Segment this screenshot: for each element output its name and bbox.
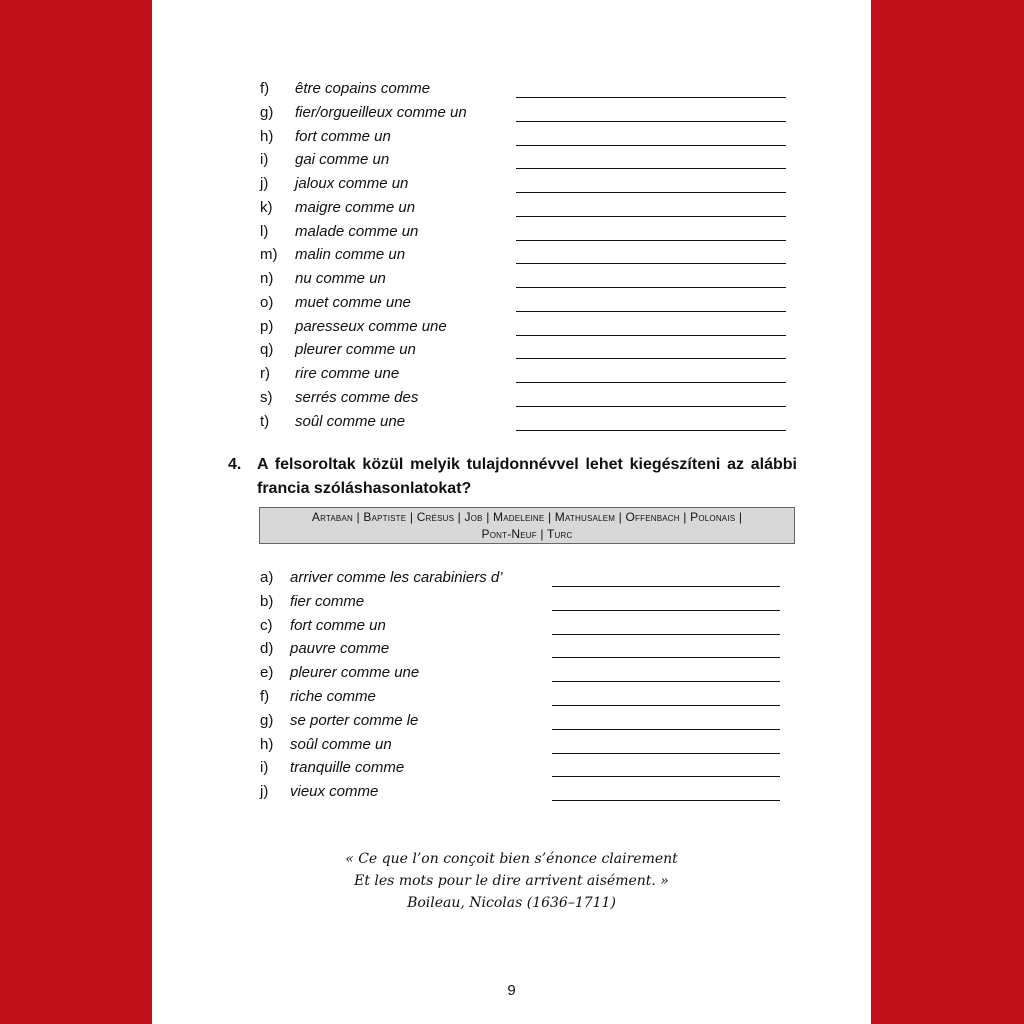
item-phrase: être copains comme [295, 80, 431, 97]
list-item [152, 709, 871, 733]
answer-blank[interactable] [516, 382, 786, 383]
item-phrase: jaloux comme un [295, 175, 409, 192]
document-page [152, 0, 871, 1024]
list-item [152, 77, 871, 101]
item-phrase: serrés comme des [295, 388, 419, 406]
item-letter: h) [260, 127, 274, 145]
answer-blank[interactable] [516, 145, 786, 146]
list-item [152, 566, 871, 590]
item-phrase: soûl comme une [295, 412, 406, 430]
item-phrase: vieux comme [290, 783, 379, 801]
item-phrase: maigre comme un [295, 198, 416, 216]
item-letter: j) [260, 175, 269, 192]
item-phrase: pleurer comme un [295, 341, 416, 359]
list-item [152, 780, 871, 804]
answer-blank[interactable] [552, 800, 780, 801]
item-letter: m) [260, 246, 278, 264]
item-phrase: se porter comme le [290, 711, 419, 729]
answer-blank[interactable] [516, 192, 786, 193]
word-bank-line-2: Pont-Neuf | Turc [481, 527, 573, 541]
list-item [152, 291, 871, 315]
list-item [152, 362, 871, 386]
answer-blank[interactable] [516, 406, 786, 407]
answer-blank[interactable] [552, 776, 780, 777]
item-phrase: fier comme [290, 592, 365, 610]
page-number: 9 [507, 982, 516, 999]
item-letter: n) [260, 270, 274, 287]
item-phrase: nu comme un [295, 270, 386, 287]
list-item [152, 614, 871, 638]
list-item [152, 196, 871, 220]
item-letter: b) [260, 592, 274, 610]
list-item [152, 315, 871, 339]
exercise-instruction: A felsoroltak közül melyik tulajdonnévvel lehet kiegészíteni az alábbi francia szóláshasonlatokat? [257, 456, 797, 497]
answer-blank[interactable] [552, 705, 780, 706]
item-phrase: rire comme une [295, 365, 400, 382]
answer-blank[interactable] [516, 168, 786, 169]
answer-blank[interactable] [516, 358, 786, 359]
item-phrase: fort comme un [290, 616, 386, 634]
item-letter: i) [260, 759, 269, 777]
list-item [152, 590, 871, 614]
answer-blank[interactable] [552, 681, 780, 682]
item-letter: p) [260, 317, 274, 335]
item-phrase: muet comme une [295, 293, 411, 311]
answer-blank[interactable] [516, 263, 786, 264]
word-bank-line-1: Artaban | Baptiste | Crésus | Job | Madeleine | Mathusalem | Offenbach | Polonais | [311, 510, 743, 524]
item-letter: d) [260, 640, 274, 658]
item-letter: q) [260, 341, 274, 359]
item-letter: f) [260, 688, 270, 705]
item-letter: h) [260, 735, 274, 753]
item-letter: a) [260, 569, 274, 586]
answer-blank[interactable] [516, 311, 786, 312]
item-letter: g) [260, 711, 274, 729]
item-phrase: fort comme un [295, 127, 391, 145]
item-phrase: soûl comme un [290, 735, 392, 753]
answer-blank[interactable] [552, 729, 780, 730]
answer-blank[interactable] [552, 610, 780, 611]
answer-blank[interactable] [516, 121, 786, 122]
answer-blank[interactable] [516, 216, 786, 217]
list-item [152, 637, 871, 661]
item-phrase: riche comme [290, 688, 376, 705]
list-item [152, 148, 871, 172]
item-phrase: tranquille comme [290, 759, 405, 777]
item-letter: l) [260, 222, 269, 240]
list-item [152, 125, 871, 149]
item-letter: t) [260, 412, 270, 430]
item-phrase: fier/orgueilleux comme un [295, 103, 467, 121]
answer-blank[interactable] [552, 657, 780, 658]
item-letter: i) [260, 151, 269, 169]
list-item [152, 386, 871, 410]
item-phrase: pleurer comme une [290, 664, 420, 682]
list-item [152, 661, 871, 685]
quote-author: Boileau, Nicolas (1636–1711) [407, 895, 616, 911]
item-letter: j) [260, 783, 269, 801]
answer-blank[interactable] [516, 240, 786, 241]
item-letter: f) [260, 80, 270, 97]
list-item [152, 101, 871, 125]
answer-blank[interactable] [516, 287, 786, 288]
list-item [152, 243, 871, 267]
list-item [152, 756, 871, 780]
list-item [152, 685, 871, 709]
quote-line-1: « Ce que l’on conçoit bien s’énonce clairement [345, 851, 678, 867]
item-phrase: pauvre comme [290, 640, 390, 658]
list-item [152, 172, 871, 196]
item-letter: o) [260, 293, 274, 311]
answer-blank[interactable] [552, 586, 780, 587]
item-letter: k) [260, 198, 273, 216]
exercise-number: 4. [228, 456, 242, 473]
answer-blank[interactable] [516, 335, 786, 336]
list-item [152, 410, 871, 434]
item-phrase: malade comme un [295, 222, 419, 240]
item-phrase: paresseux comme une [295, 317, 447, 335]
item-letter: g) [260, 103, 274, 121]
item-letter: c) [260, 616, 273, 634]
word-bank-box [259, 507, 795, 544]
list-item [152, 733, 871, 757]
item-phrase: gai comme un [295, 151, 390, 169]
answer-blank[interactable] [552, 753, 780, 754]
answer-blank[interactable] [552, 634, 780, 635]
item-letter: e) [260, 664, 274, 682]
item-phrase: malin comme un [295, 246, 406, 264]
quote-line-2: Et les mots pour le dire arrivent aisément. » [354, 873, 669, 889]
answer-blank[interactable] [516, 97, 786, 98]
item-letter: r) [260, 365, 270, 382]
boileau-quote [152, 848, 871, 914]
answer-blank[interactable] [516, 430, 786, 431]
list-item [152, 267, 871, 291]
list-item [152, 220, 871, 244]
item-letter: s) [260, 388, 273, 406]
item-phrase: arriver comme les carabiniers d’ [290, 569, 503, 586]
list-item [152, 338, 871, 362]
